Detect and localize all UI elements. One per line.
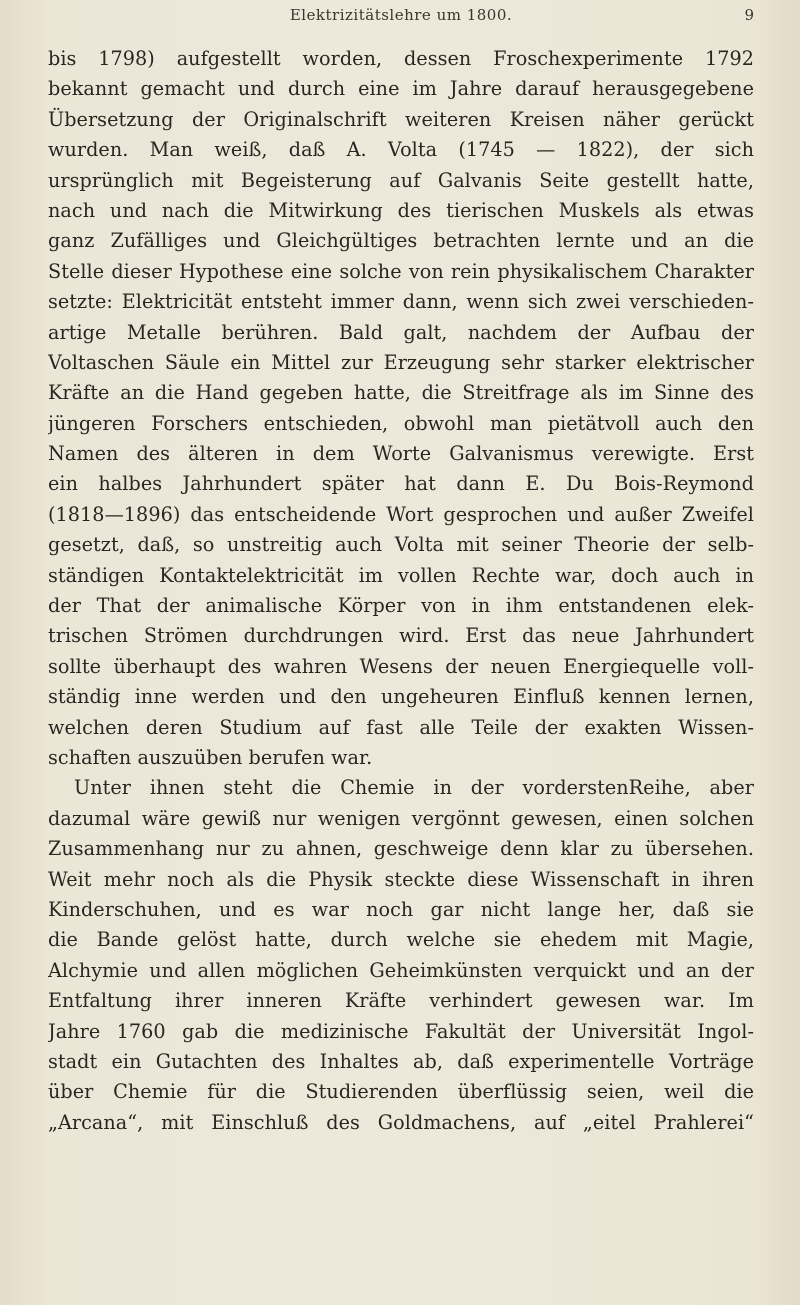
paragraph-2 [48,773,754,1138]
text-line: schaften auszuüben berufen war. [48,745,373,769]
running-head [48,6,754,28]
text-line: welchen deren Studium auf fast alle Teile der exakten Wissen- [48,715,754,739]
text-line: jüngeren Forschers entschieden, obwohl man pietätvoll auch den [48,411,754,435]
text-line: Kinderschuhen, und es war noch gar nicht lange her, daß sie [48,897,754,921]
text-line: ständig inne werden und den ungeheuren Einfluß kennen lernen, [48,685,754,709]
text-line: bis 1798) aufgestellt worden, dessen Froschexperimente 1792 [48,47,754,70]
text-line: Zusammenhang nur zu ahnen, geschweige denn klar zu übersehen. [48,837,754,861]
body-text [48,44,754,1138]
text-line: artige Metalle berühren. Bald galt, nachdem der Aufbau der [48,320,754,344]
text-line: der That der animalische Körper von in ihm entstandenen elek- [48,594,754,618]
text-line: (1818—1896) das entscheidende Wort gesprochen und außer Zweifel [48,502,754,526]
text-line: sollte überhaupt des wahren Wesens der neuen Energiequelle voll- [48,654,754,678]
text-line: stadt ein Gutachten des Inhaltes ab, daß experimentelle Vorträge [48,1049,754,1073]
text-line: über Chemie für die Studierenden überflüssig seien, weil die [48,1080,754,1104]
text-line: Voltaschen Säule ein Mittel zur Erzeugung sehr starker elektrischer [48,350,754,374]
text-line: wurden. Man weiß, daß A. Volta (1745 — 1822), der sich [48,138,754,162]
running-head-title: Elektrizitätslehre um 1800. [289,6,513,24]
text-line: nach und nach die Mitwirkung des tierischen Muskels als etwas [48,198,754,222]
page-number: 9 [744,6,754,24]
text-line: Entfaltung ihrer inneren Kräfte verhindert gewesen war. Im [48,989,754,1013]
text-line: Alchymie und allen möglichen Geheimkünsten verquickt und an der [48,958,754,982]
text-line: Weit mehr noch als die Physik steckte diese Wissenschaft in ihren [48,867,754,891]
text-line: dazumal wäre gewiß nur wenigen vergönnt gewesen, einen solchen [48,806,754,830]
text-line: setzte: Elektricität entsteht immer dann, wenn sich zwei verschieden- [48,290,754,314]
text-line: Unter ihnen steht die Chemie in der vorderstenReihe, aber [74,776,754,800]
text-line: „Arcana“, mit Einschluß des Goldmachens, auf „eitel Prahlerei“ [48,1110,754,1134]
text-line: ständigen Kontaktelektricität im vollen Rechte war, doch auch in [48,563,754,587]
text-line: bekannt gemacht und durch eine im Jahre darauf herausgegebene [48,77,754,101]
text-line: Übersetzung der Originalschrift weiteren Kreisen näher gerückt [48,107,754,131]
text-line: Namen des älteren in dem Worte Galvanismus verewigte. Erst [48,442,754,466]
text-line: ursprünglich mit Begeisterung auf Galvanis Seite gestellt hatte, [48,168,754,192]
text-line: ganz Zufälliges und Gleichgültiges betrachten lernte und an die [48,229,754,253]
text-line: die Bande gelöst hatte, durch welche sie ehedem mit Magie, [48,928,754,952]
text-line: trischen Strömen durchdrungen wird. Erst das neue Jahrhundert [48,624,754,648]
text-line: ein halbes Jahrhundert später hat dann E. Du Bois-Reymond [48,472,754,496]
text-line: Kräfte an die Hand gegeben hatte, die Streitfrage als im Sinne des [48,381,754,405]
text-line: Jahre 1760 gab die medizinische Fakultät der Universität Ingol- [48,1019,754,1043]
text-line: Stelle dieser Hypothese eine solche von rein physikalischem Charakter [48,259,754,283]
text-line: gesetzt, daß, so unstreitig auch Volta mit seiner Theorie der selb- [48,533,754,557]
paragraph-1 [48,44,754,773]
